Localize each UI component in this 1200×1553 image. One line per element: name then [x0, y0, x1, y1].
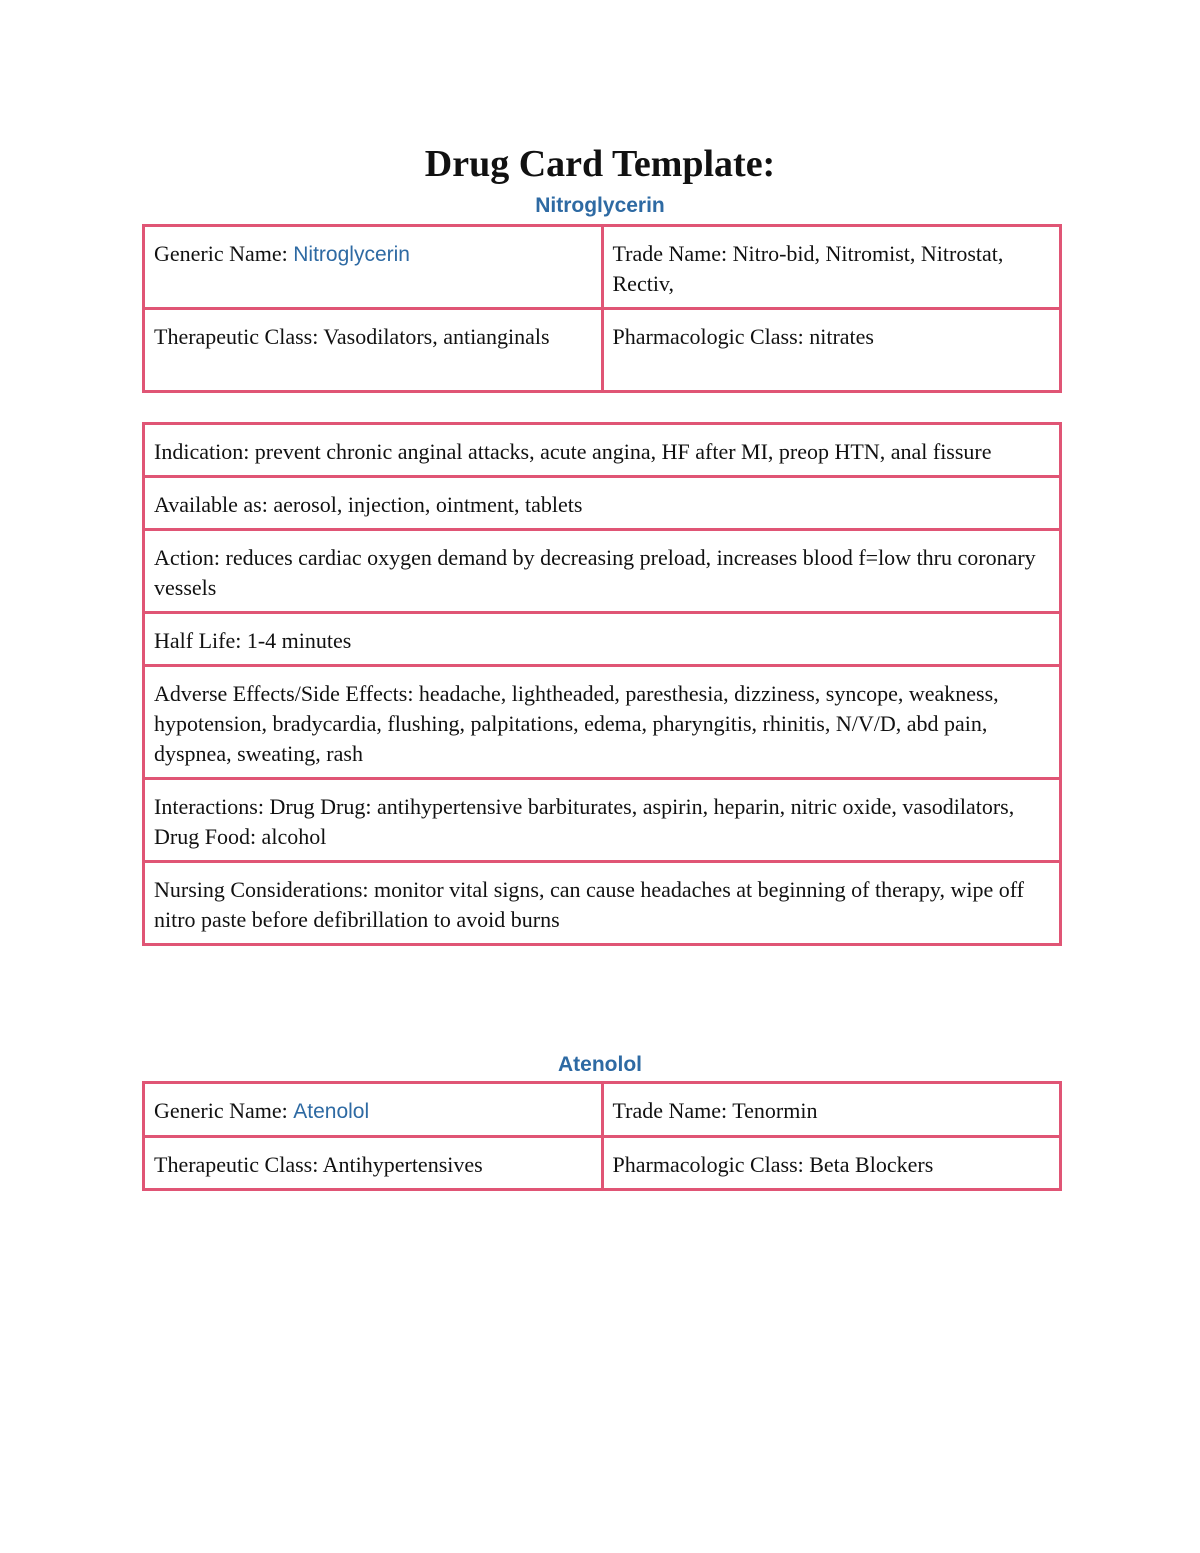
- table-row: [144, 1083, 1061, 1137]
- generic-name-cell: [144, 1083, 603, 1137]
- therapeutic-class-cell: Therapeutic Class: Antihypertensives: [144, 1137, 603, 1190]
- nursing-considerations-cell: Nursing Considerations: monitor vital signs, can cause headaches at beginning of therapy, wipe off nitro paste before defibrillation to avoid burns: [144, 862, 1061, 945]
- trade-name-cell: Trade Name: Tenormin: [602, 1083, 1061, 1137]
- table-row: [144, 424, 1061, 477]
- table-row: [144, 1137, 1061, 1190]
- table-row: [144, 226, 1061, 309]
- atenolol-heading: Atenolol: [558, 1053, 642, 1076]
- table-row: [144, 477, 1061, 530]
- pharmacologic-class-cell: Pharmacologic Class: Beta Blockers: [602, 1137, 1061, 1190]
- trade-name-cell: Trade Name: Nitro-bid, Nitromist, Nitrostat, Rectiv,: [602, 226, 1061, 309]
- half-life-cell: Half Life: 1-4 minutes: [144, 613, 1061, 666]
- table-row: [144, 779, 1061, 862]
- indication-cell: Indication: prevent chronic anginal attacks, acute angina, HF after MI, preop HTN, anal fissure: [144, 424, 1061, 477]
- nitroglycerin-heading: Nitroglycerin: [535, 194, 665, 217]
- pharmacologic-class-cell: Pharmacologic Class: nitrates: [602, 309, 1061, 392]
- table-row: [144, 309, 1061, 392]
- table-row: [144, 862, 1061, 945]
- nitroglycerin-details-table: [142, 422, 1062, 946]
- generic-name-cell: [144, 226, 603, 309]
- interactions-cell: [144, 779, 1061, 862]
- generic-name-value: Nitroglycerin: [293, 243, 410, 266]
- page-title: Drug Card Template:: [424, 143, 776, 185]
- generic-name-value: Atenolol: [293, 1100, 370, 1123]
- interactions-drug-food: Drug Food: alcohol: [154, 824, 327, 849]
- generic-name-label: Generic Name:: [154, 241, 294, 266]
- action-cell: Action: reduces cardiac oxygen demand by decreasing preload, increases blood f=low thru coronary vessels: [144, 530, 1061, 613]
- interactions-drug-drug: Interactions: Drug Drug: antihypertensive barbiturates, aspirin, heparin, nitric oxide, vasodilators,: [154, 794, 1015, 819]
- atenolol-names-table: [142, 1081, 1062, 1191]
- generic-name-label: Generic Name:: [154, 1098, 294, 1123]
- adverse-effects-cell: Adverse Effects/Side Effects: headache, lightheaded, paresthesia, dizziness, syncope, weakness, hypotension, bradycardia, flushing, palpitations, edema, pharyngitis, rhinitis, N/V/D, abd pain, dyspnea, sweating, rash: [144, 666, 1061, 779]
- table-row: [144, 530, 1061, 613]
- therapeutic-class-cell: Therapeutic Class: Vasodilators, antianginals: [144, 309, 603, 392]
- table-row: [144, 666, 1061, 779]
- table-row: [144, 613, 1061, 666]
- available-as-cell: Available as: aerosol, injection, ointment, tablets: [144, 477, 1061, 530]
- nitroglycerin-names-table: [142, 224, 1062, 393]
